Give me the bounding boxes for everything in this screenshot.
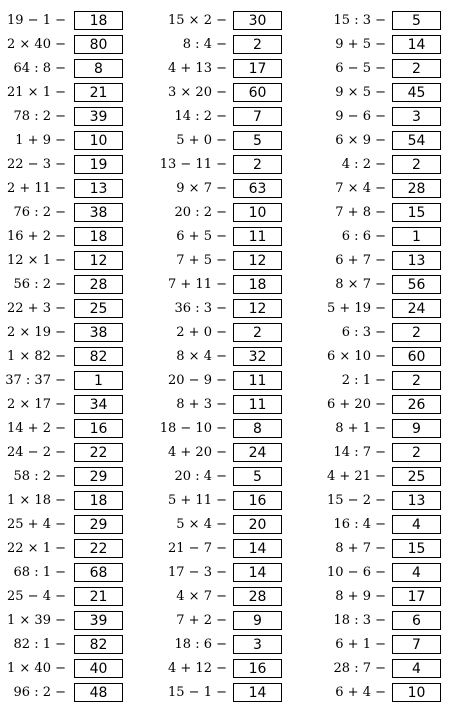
problem-expression: 5 + 11 − — [168, 493, 227, 508]
problem-expression: 68 : 1 − — [13, 565, 66, 580]
answer-box[interactable]: 40 — [74, 659, 123, 678]
problem-expression: 12 × 1 − — [7, 253, 66, 268]
problem-expression: 7 × 4 − — [335, 181, 386, 196]
answer-box[interactable]: 6 — [392, 611, 441, 630]
problem-expression: 2 × 40 − — [7, 37, 66, 52]
problem-expression: 15 : 3 − — [333, 13, 386, 28]
problem-expression: 6 + 5 − — [176, 229, 227, 244]
problem-expression: 82 : 1 − — [13, 637, 66, 652]
problem-expression: 6 : 3 − — [341, 325, 386, 340]
answer-box[interactable]: 24 — [392, 299, 441, 318]
answer-box[interactable]: 45 — [392, 83, 441, 102]
problem-expression: 14 : 2 − — [174, 109, 227, 124]
answer-box[interactable]: 21 — [74, 83, 123, 102]
problem-expression: 7 + 11 − — [168, 277, 227, 292]
problem-expression: 13 − 11 − — [159, 157, 227, 172]
problem-expression: 6 × 10 − — [327, 349, 386, 364]
problem-expression: 14 : 7 − — [333, 445, 386, 460]
problem-expression: 16 + 2 − — [7, 229, 66, 244]
problem-expression: 9 × 5 − — [335, 85, 386, 100]
problem-expression: 19 − 1 − — [7, 13, 66, 28]
problem-expression: 1 × 82 − — [7, 349, 66, 364]
problem-expression: 2 × 19 − — [7, 325, 66, 340]
problem-expression: 1 × 39 − — [7, 613, 66, 628]
problem-expression: 22 × 1 − — [7, 541, 66, 556]
answer-box[interactable]: 21 — [74, 587, 123, 606]
answer-box[interactable]: 2 — [392, 59, 441, 78]
problem-expression: 6 − 5 − — [335, 61, 386, 76]
answer-box[interactable]: 24 — [233, 443, 282, 462]
problem-expression: 9 − 6 − — [335, 109, 386, 124]
problem-expression: 22 − 3 − — [7, 157, 66, 172]
answer-box[interactable]: 7 — [392, 635, 441, 654]
problem-expression: 2 : 1 − — [341, 373, 386, 388]
problem-expression: 4 + 13 − — [168, 61, 227, 76]
answer-box[interactable]: 14 — [233, 539, 282, 558]
problem-expression: 15 − 1 − — [168, 685, 227, 700]
answer-box[interactable]: 63 — [233, 179, 282, 198]
answer-box[interactable]: 4 — [392, 563, 441, 582]
answer-box[interactable]: 5 — [392, 11, 441, 30]
problem-expression: 15 × 2 − — [168, 13, 227, 28]
problem-expression: 15 − 2 − — [327, 493, 386, 508]
problem-expression: 8 × 4 − — [176, 349, 227, 364]
problem-expression: 9 × 7 − — [176, 181, 227, 196]
problem-expression: 1 × 18 − — [7, 493, 66, 508]
answer-box[interactable]: 48 — [74, 683, 123, 702]
answer-box[interactable]: 20 — [233, 515, 282, 534]
answer-box[interactable]: 11 — [233, 395, 282, 414]
problem-expression: 6 + 20 − — [327, 397, 386, 412]
answer-box[interactable]: 9 — [392, 419, 441, 438]
answer-box[interactable]: 38 — [74, 323, 123, 342]
answer-box[interactable]: 11 — [233, 227, 282, 246]
problem-expression: 24 − 2 − — [7, 445, 66, 460]
answer-box[interactable]: 38 — [74, 203, 123, 222]
problem-expression: 4 : 2 − — [341, 157, 386, 172]
answer-box[interactable]: 15 — [392, 539, 441, 558]
problem-expression: 56 : 2 − — [13, 277, 66, 292]
problem-expression: 18 : 3 − — [333, 613, 386, 628]
problem-expression: 36 : 3 − — [174, 301, 227, 316]
problem-expression: 6 + 1 − — [335, 637, 386, 652]
answer-box[interactable]: 19 — [74, 155, 123, 174]
answer-box[interactable]: 25 — [74, 299, 123, 318]
problem-expression: 5 × 4 − — [176, 517, 227, 532]
answer-box[interactable]: 17 — [392, 587, 441, 606]
problem-expression: 7 + 8 − — [335, 205, 386, 220]
answer-box[interactable]: 10 — [233, 203, 282, 222]
problem-expression: 20 : 2 − — [174, 205, 227, 220]
answer-box[interactable]: 12 — [233, 251, 282, 270]
problem-expression: 7 + 5 − — [176, 253, 227, 268]
problem-expression: 8 + 3 − — [176, 397, 227, 412]
answer-box[interactable]: 13 — [392, 251, 441, 270]
answer-box[interactable]: 2 — [392, 371, 441, 390]
problem-expression: 20 − 9 − — [168, 373, 227, 388]
problem-expression: 64 : 8 − — [13, 61, 66, 76]
answer-box[interactable]: 12 — [233, 299, 282, 318]
answer-box[interactable]: 80 — [74, 35, 123, 54]
problem-expression: 10 − 6 − — [327, 565, 386, 580]
answer-box[interactable]: 17 — [233, 59, 282, 78]
answer-box[interactable]: 18 — [74, 227, 123, 246]
answer-box[interactable]: 9 — [233, 611, 282, 630]
problem-expression: 8 + 1 − — [335, 421, 386, 436]
problem-expression: 14 + 2 − — [7, 421, 66, 436]
answer-box[interactable]: 68 — [74, 563, 123, 582]
answer-box[interactable]: 54 — [392, 131, 441, 150]
answer-box[interactable]: 29 — [74, 515, 123, 534]
answer-box[interactable]: 2 — [392, 443, 441, 462]
answer-box[interactable]: 56 — [392, 275, 441, 294]
answer-box[interactable]: 2 — [392, 323, 441, 342]
answer-box[interactable]: 2 — [233, 35, 282, 54]
answer-box[interactable]: 1 — [74, 371, 123, 390]
problem-expression: 76 : 2 − — [13, 205, 66, 220]
problem-expression: 2 × 17 − — [7, 397, 66, 412]
answer-box[interactable]: 18 — [74, 491, 123, 510]
problem-expression: 3 × 20 − — [168, 85, 227, 100]
problem-expression: 78 : 2 − — [13, 109, 66, 124]
problem-expression: 8 : 4 − — [182, 37, 227, 52]
problem-expression: 37 : 37 − — [5, 373, 66, 388]
answer-box[interactable]: 14 — [233, 563, 282, 582]
problem-expression: 8 + 7 − — [335, 541, 386, 556]
answer-box[interactable]: 60 — [233, 83, 282, 102]
problem-expression: 20 : 4 − — [174, 469, 227, 484]
answer-box[interactable]: 39 — [74, 107, 123, 126]
answer-box[interactable]: 13 — [74, 179, 123, 198]
answer-box[interactable]: 28 — [392, 179, 441, 198]
problem-expression: 96 : 2 − — [13, 685, 66, 700]
answer-box[interactable]: 8 — [233, 419, 282, 438]
problem-expression: 5 + 19 − — [327, 301, 386, 316]
answer-box[interactable]: 25 — [392, 467, 441, 486]
problem-expression: 7 + 2 − — [176, 613, 227, 628]
answer-box[interactable]: 60 — [392, 347, 441, 366]
problem-expression: 22 + 3 − — [7, 301, 66, 316]
problem-expression: 16 : 4 − — [333, 517, 386, 532]
problem-expression: 8 × 7 − — [335, 277, 386, 292]
problem-expression: 21 × 1 − — [7, 85, 66, 100]
problem-expression: 28 : 7 − — [333, 661, 386, 676]
problem-expression: 4 × 7 − — [176, 589, 227, 604]
problem-expression: 21 − 7 − — [168, 541, 227, 556]
answer-box[interactable]: 4 — [392, 659, 441, 678]
answer-box[interactable]: 1 — [392, 227, 441, 246]
answer-box[interactable]: 10 — [392, 683, 441, 702]
answer-box[interactable]: 7 — [233, 107, 282, 126]
answer-box[interactable]: 3 — [233, 635, 282, 654]
answer-box[interactable]: 16 — [233, 491, 282, 510]
answer-box[interactable]: 22 — [74, 443, 123, 462]
answer-box[interactable]: 30 — [233, 11, 282, 30]
answer-box[interactable]: 14 — [233, 683, 282, 702]
answer-box[interactable]: 2 — [233, 323, 282, 342]
answer-box[interactable]: 29 — [74, 467, 123, 486]
answer-box[interactable]: 32 — [233, 347, 282, 366]
problem-expression: 8 + 9 − — [335, 589, 386, 604]
problem-expression: 4 + 21 − — [327, 469, 386, 484]
answer-box[interactable]: 39 — [74, 611, 123, 630]
answer-box[interactable]: 15 — [392, 203, 441, 222]
answer-box[interactable]: 18 — [74, 11, 123, 30]
answer-box[interactable]: 2 — [233, 155, 282, 174]
answer-box[interactable]: 28 — [74, 275, 123, 294]
answer-box[interactable]: 11 — [233, 371, 282, 390]
answer-box[interactable]: 18 — [233, 275, 282, 294]
answer-box[interactable]: 82 — [74, 347, 123, 366]
problem-expression: 18 : 6 − — [174, 637, 227, 652]
problem-expression: 9 + 5 − — [335, 37, 386, 52]
answer-box[interactable]: 3 — [392, 107, 441, 126]
answer-box[interactable]: 22 — [74, 539, 123, 558]
answer-box[interactable]: 12 — [74, 251, 123, 270]
answer-box[interactable]: 34 — [74, 395, 123, 414]
answer-box[interactable]: 28 — [233, 587, 282, 606]
answer-box[interactable]: 4 — [392, 515, 441, 534]
problem-expression: 58 : 2 − — [13, 469, 66, 484]
problem-expression: 2 + 0 − — [176, 325, 227, 340]
problem-expression: 6 × 9 − — [335, 133, 386, 148]
problem-expression: 6 : 6 − — [341, 229, 386, 244]
problem-expression: 6 + 4 − — [335, 685, 386, 700]
answer-box[interactable]: 2 — [392, 155, 441, 174]
problem-expression: 4 + 20 − — [168, 445, 227, 460]
answer-box[interactable]: 8 — [74, 59, 123, 78]
problem-expression: 1 × 40 − — [7, 661, 66, 676]
problem-expression: 4 + 12 − — [168, 661, 227, 676]
answer-box[interactable]: 14 — [392, 35, 441, 54]
answer-box[interactable]: 82 — [74, 635, 123, 654]
problem-expression: 6 + 7 − — [335, 253, 386, 268]
problem-expression: 1 + 9 − — [15, 133, 66, 148]
answer-box[interactable]: 16 — [233, 659, 282, 678]
problem-expression: 2 + 11 − — [7, 181, 66, 196]
answer-box[interactable]: 10 — [74, 131, 123, 150]
answer-box[interactable]: 16 — [74, 419, 123, 438]
problem-expression: 18 − 10 − — [159, 421, 227, 436]
answer-box[interactable]: 5 — [233, 467, 282, 486]
problem-expression: 25 + 4 − — [7, 517, 66, 532]
answer-box[interactable]: 5 — [233, 131, 282, 150]
problem-expression: 17 − 3 − — [168, 565, 227, 580]
answer-box[interactable]: 26 — [392, 395, 441, 414]
problem-expression: 25 − 4 − — [7, 589, 66, 604]
answer-box[interactable]: 13 — [392, 491, 441, 510]
problem-expression: 5 + 0 − — [176, 133, 227, 148]
